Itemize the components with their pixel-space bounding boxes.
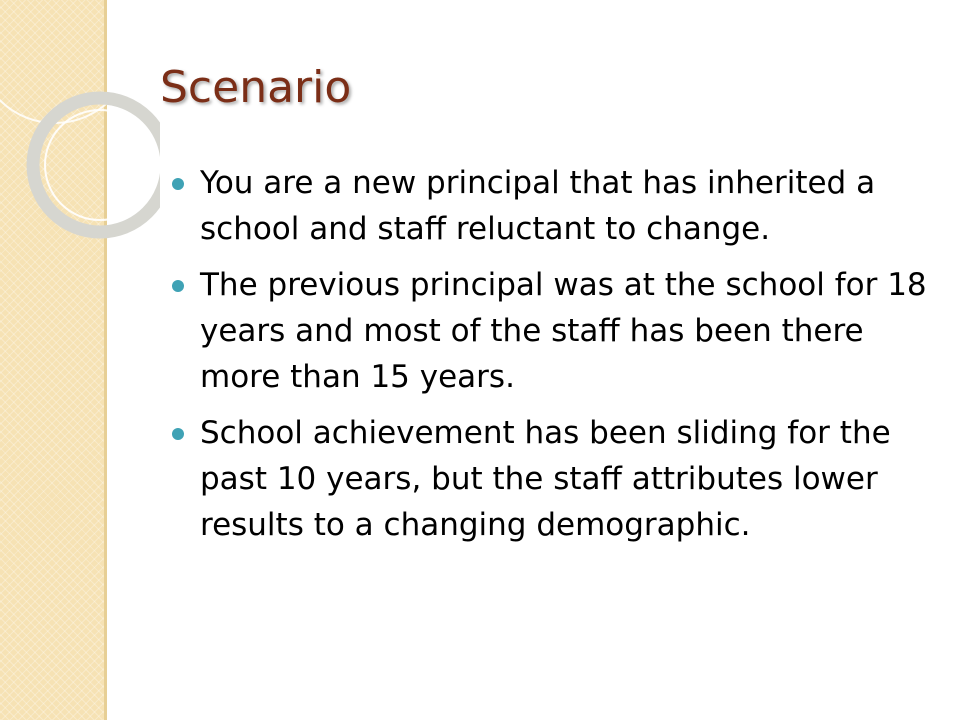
bullet-dot-icon [172, 280, 184, 292]
slide-title: Scenario [160, 62, 352, 113]
list-item [160, 410, 930, 548]
bullet-text: The previous principal was at the school for 18 years and most of the staff has been there more than 15 years. [200, 267, 927, 395]
list-item [160, 262, 930, 400]
decorative-rings [0, 0, 160, 260]
bullet-dot-icon [172, 178, 184, 190]
list-item [160, 160, 930, 252]
inner-ring [45, 110, 155, 220]
bullet-list [160, 160, 930, 558]
bullet-text: You are a new principal that has inherited a school and staff reluctant to change. [200, 165, 876, 247]
bullet-text: School achievement has been sliding for the past 10 years, but the staff attributes lower results to a changing demographic. [200, 415, 891, 543]
thick-ring [33, 98, 160, 232]
bullet-dot-icon [172, 428, 184, 440]
